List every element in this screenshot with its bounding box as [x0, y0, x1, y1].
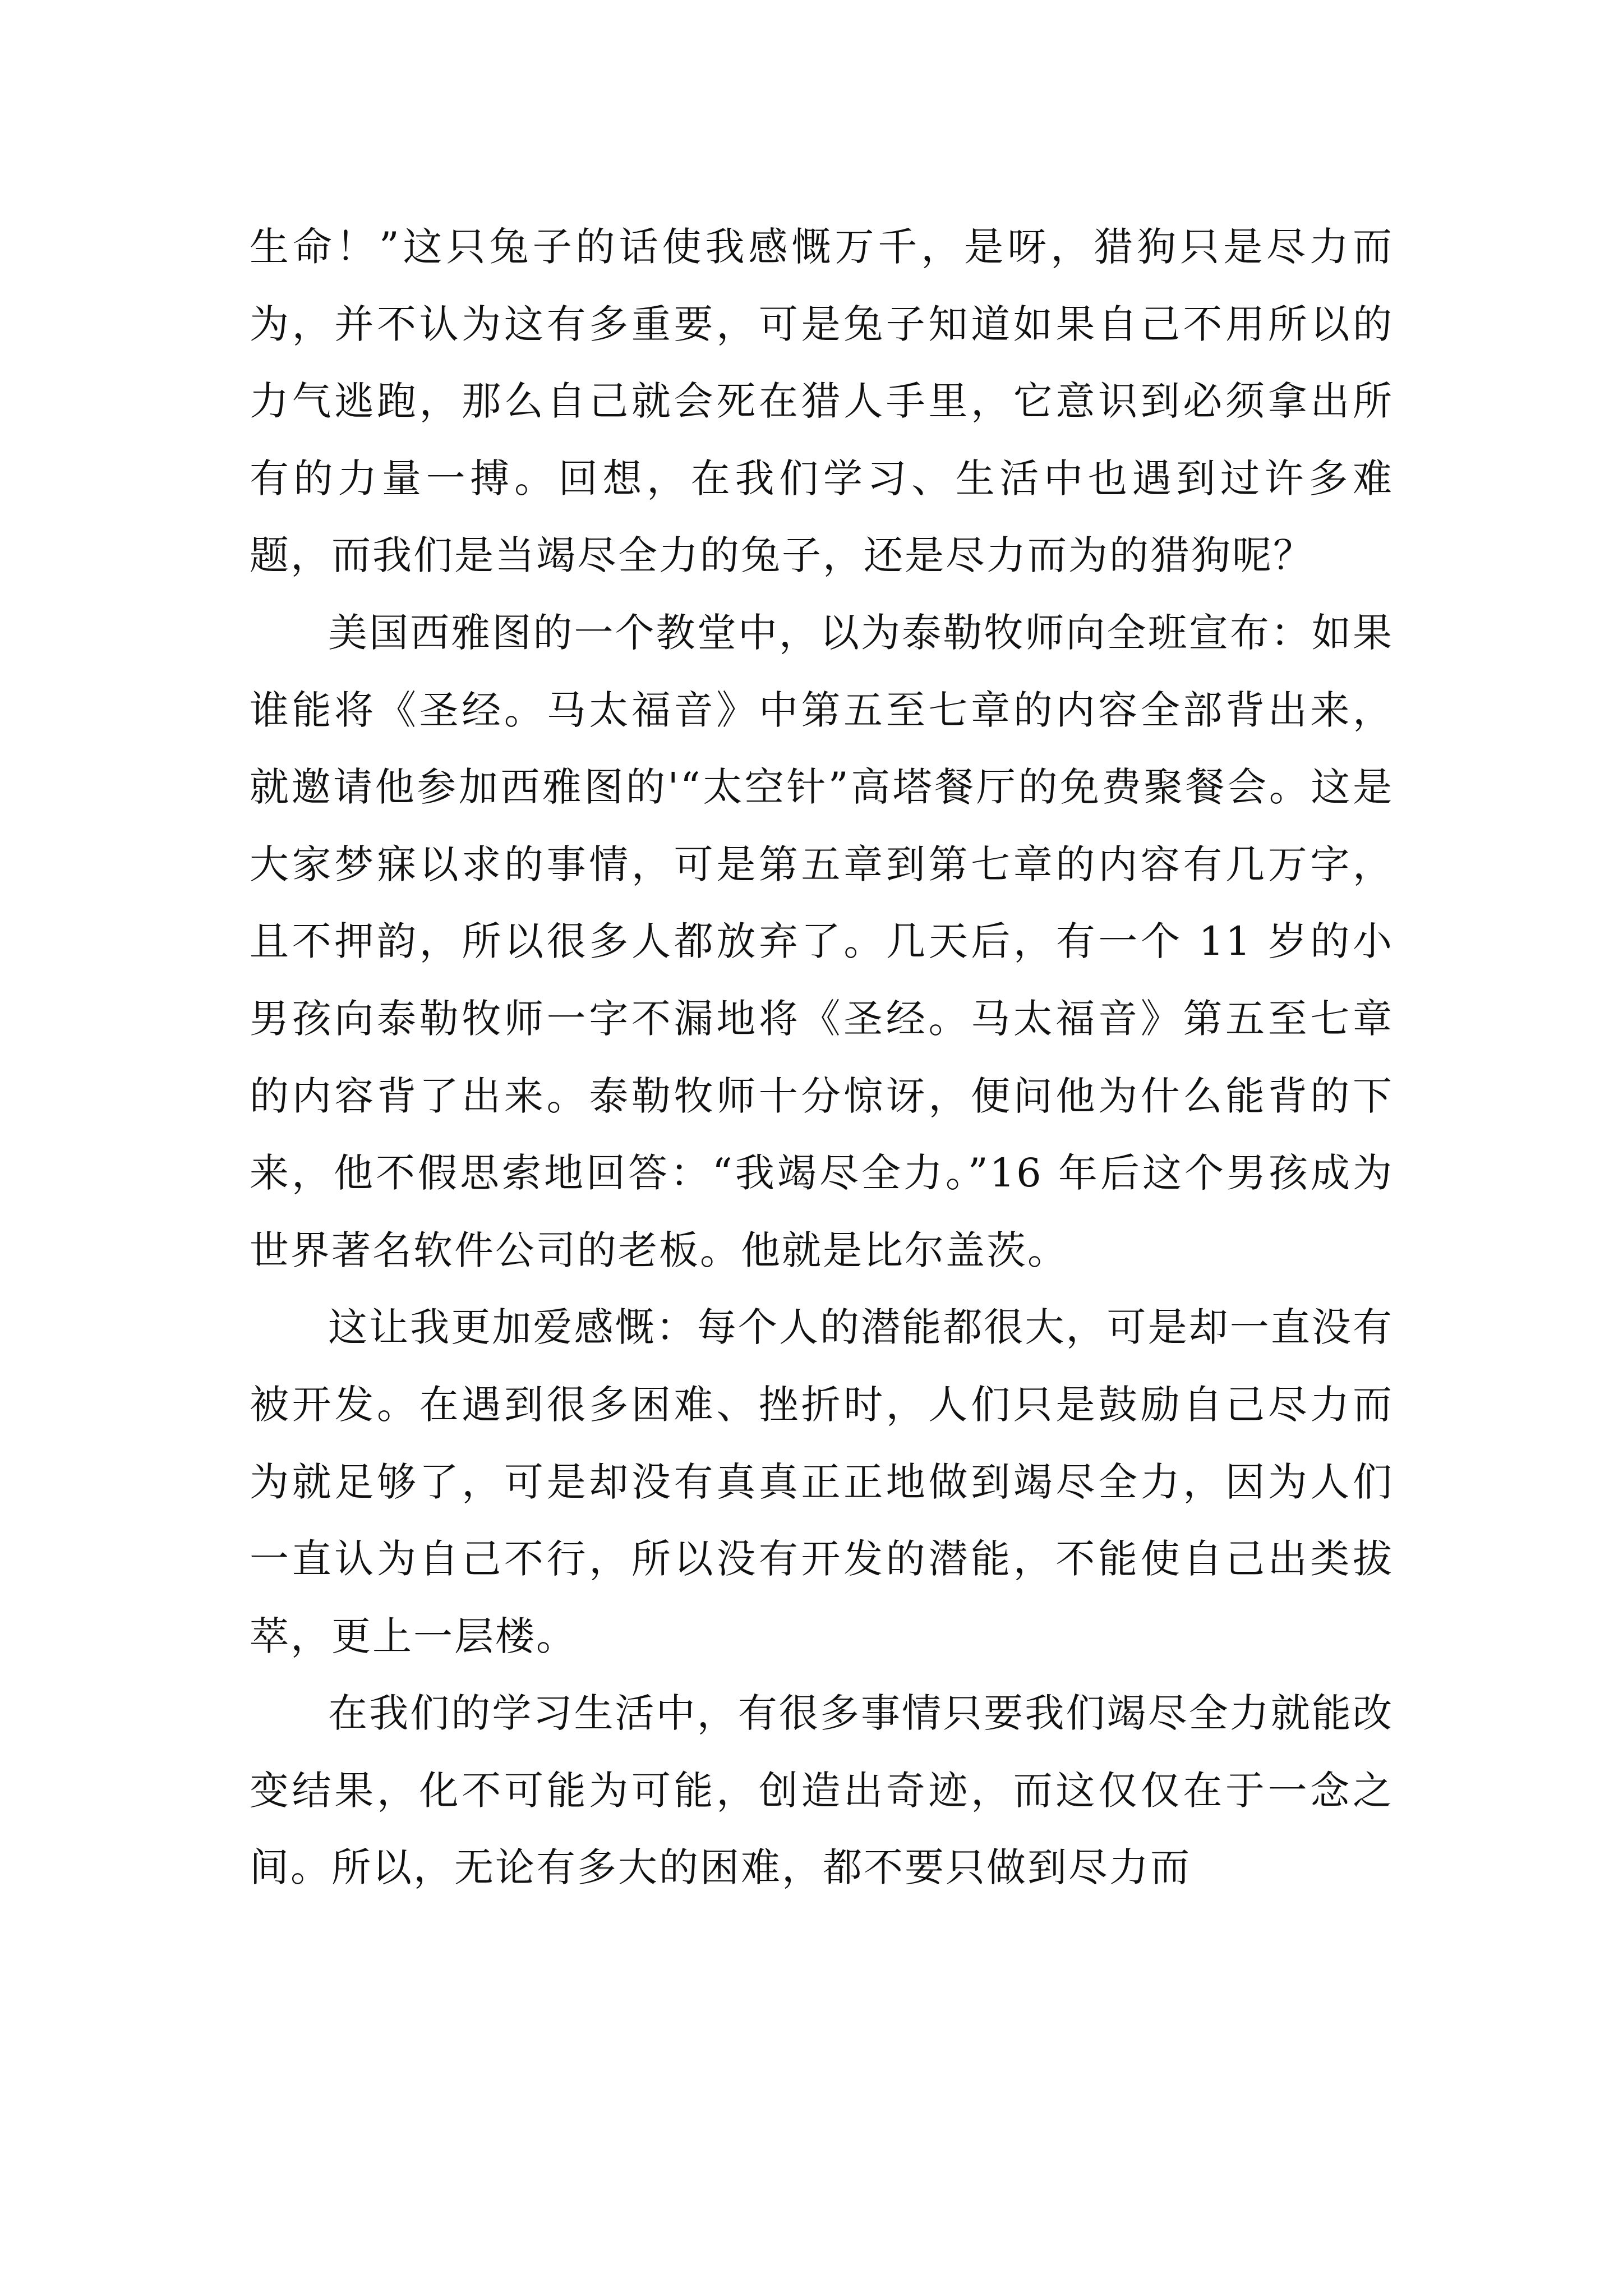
paragraph-4: 在我们的学习生活中，有很多事情只要我们竭尽全力就能改变结果，化不可能为可能，创造出奇迹，而这仅仅在于一念之间。所以，无论有多大的困难，都不要只做到尽力而: [250, 1690, 1394, 1891]
paragraph-1: 生命！”这只兔子的话使我感慨万千，是呀，猎狗只是尽力而为，并不认为这有多重要，可是兔子知道如果自己不用所以的力气逃跑，那么自己就会死在猎人手里，它意识到必须拿出所有的力量一搏。回想，在我们学习、生活中也遇到过许多难题，而我们是当竭尽全力的兔子，还是尽力而为的猎狗呢？: [250, 224, 1394, 579]
document-body: [250, 209, 1394, 1907]
paragraph-2: 美国西雅图的一个教堂中，以为泰勒牧师向全班宣布：如果谁能将《圣经。马太福音》中第五至七章的内容全部背出来，就邀请他参加西雅图的'“太空针”高塔餐厅的免费聚餐会。这是大家梦寐以求的事情，可是第五章到第七章的内容有几万字，且不押韵，所以很多人都放弃了。几天后，有一个 11 岁的小男孩向泰勒牧师一字不漏地将《圣经。马太福音》第五至七章的内容背了出来。泰勒牧师十分惊讶，便问他为什么能背的下来，他不假思索地回答：“我竭尽全力。”16 年后这个男孩成为世界著名软件公司的老板。他就是比尔盖茨。: [250, 609, 1394, 1273]
paragraph-3: 这让我更加爱感慨：每个人的潜能都很大，可是却一直没有被开发。在遇到很多困难、挫折时，人们只是鼓励自己尽力而为就足够了，可是却没有真真正正地做到竭尽全力，因为人们一直认为自己不行，所以没有开发的潜能，不能使自己出类拔萃，更上一层楼。: [250, 1304, 1394, 1659]
